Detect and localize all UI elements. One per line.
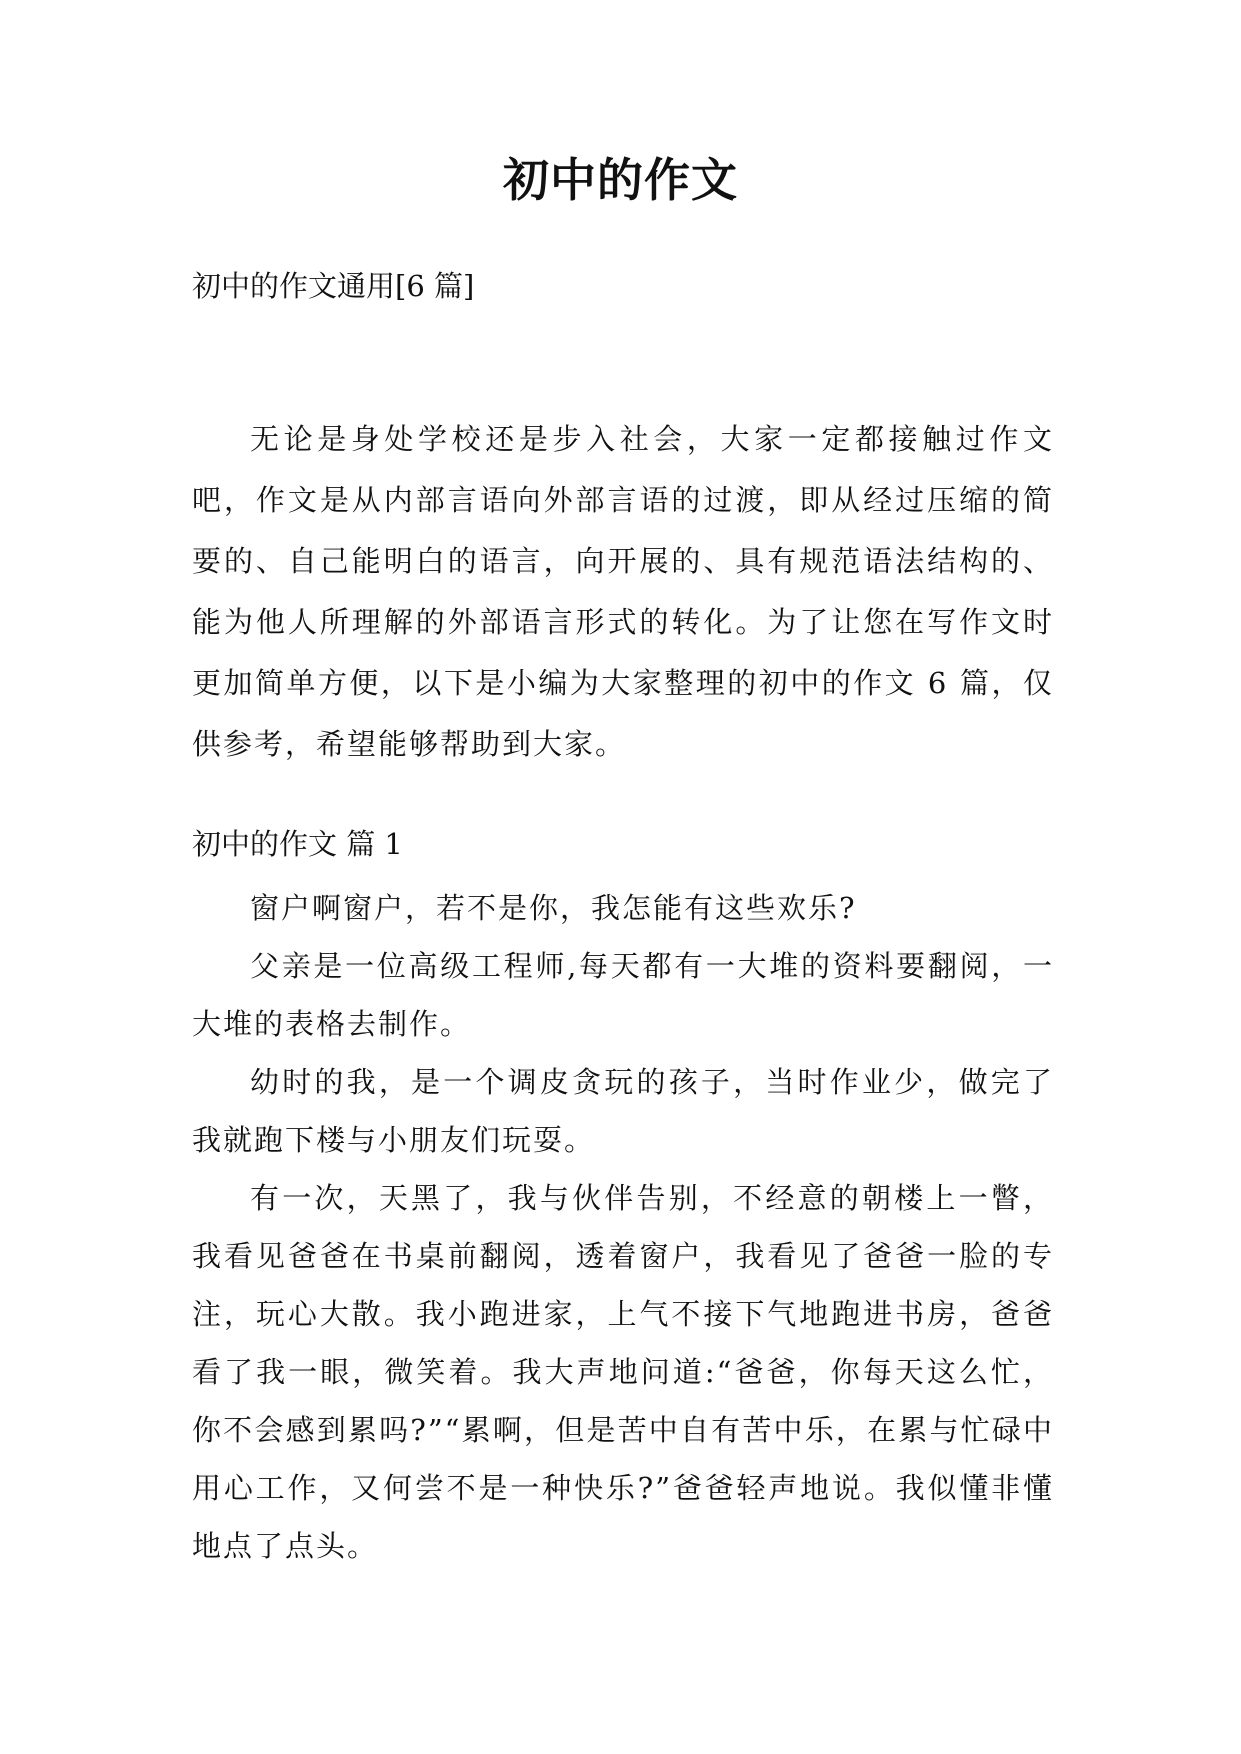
document-subtitle: 初中的作文通用[6 篇] (192, 269, 475, 303)
essay-paragraph: 窗户啊窗户，若不是你，我怎能有这些欢乐? (250, 891, 857, 925)
essay-body (192, 879, 1054, 1575)
section-heading: 初中的作文 篇 1 (192, 827, 403, 861)
intro-paragraph: 无论是身处学校还是步入社会，大家一定都接触过作文吧，作文是从内部言语向外部言语的过渡，即从经过压缩的简要的、自己能明白的语言，向开展的、具有规范语法结构的、能为他人所理解的外部语言形式的转化。为了让您在写作文时更加简单方便，以下是小编为大家整理的初中的作文 6 篇，仅供参考，希望能够帮助到大家。 (192, 422, 1054, 761)
essay-paragraph: 有一次，天黑了，我与伙伴告别，不经意的朝楼上一瞥，我看见爸爸在书桌前翻阅，透着窗户，我看见了爸爸一脸的专注，玩心大散。我小跑进家，上气不接下气地跑进书房，爸爸看了我一眼，微笑着。我大声地问道:“爸爸，你每天这么忙，你不会感到累吗?”“累啊，但是苦中自有苦中乐，在累与忙碌中用心工作，又何尝不是一种快乐?”爸爸轻声地说。我似懂非懂地点了点头。 (192, 1181, 1054, 1563)
document-title: 初中的作文 (503, 153, 738, 207)
essay-paragraph: 父亲是一位高级工程师,每天都有一大堆的资料要翻阅，一大堆的表格去制作。 (192, 949, 1054, 1041)
essay-paragraph: 幼时的我，是一个调皮贪玩的孩子，当时作业少，做完了我就跑下楼与小朋友们玩耍。 (192, 1065, 1054, 1157)
